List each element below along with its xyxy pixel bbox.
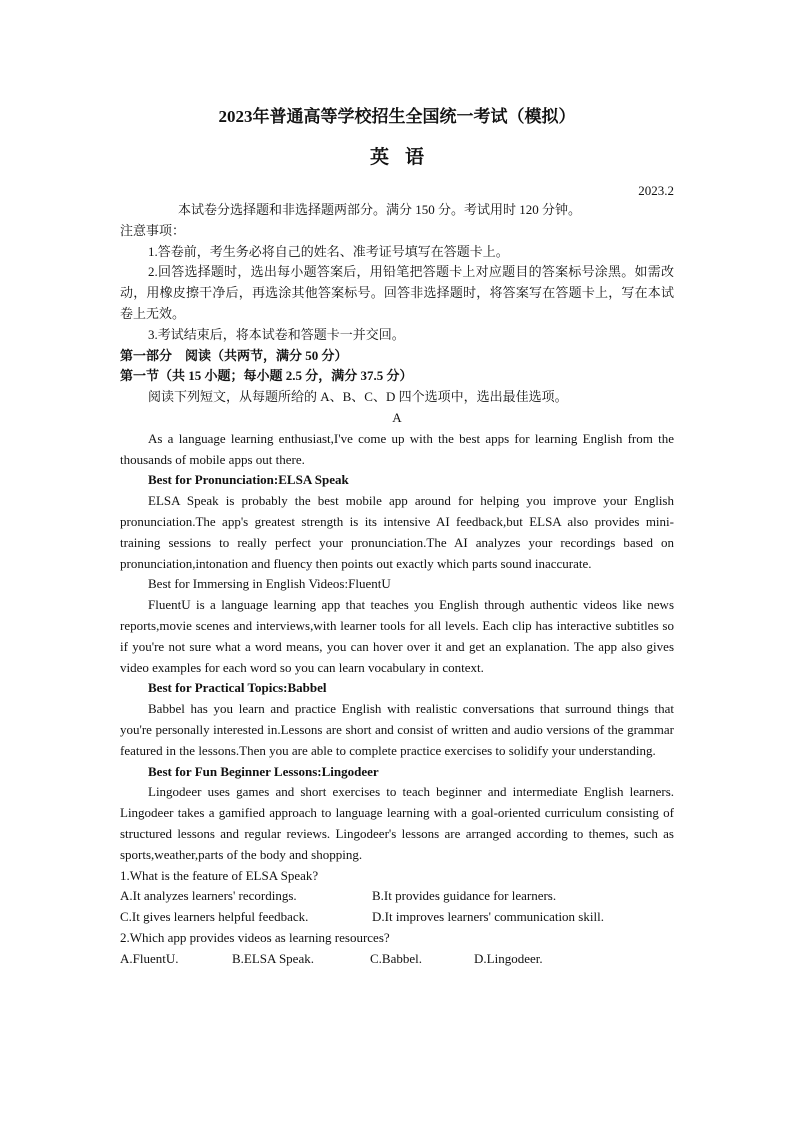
app-heading-babbel: Best for Practical Topics:Babbel bbox=[148, 680, 327, 696]
app-heading-lingodeer: Best for Fun Beginner Lessons:Lingodeer bbox=[148, 763, 379, 779]
reading-directions: 阅读下列短文，从每题所给的 A、B、C、D 四个选项中，选出最佳选项。 bbox=[148, 389, 568, 405]
question-1-option-d[interactable]: D.It improves learners' communication skill. bbox=[372, 909, 604, 925]
passage-label: A bbox=[392, 409, 402, 425]
question-1-option-c[interactable]: C.It gives learners helpful feedback. bbox=[120, 909, 309, 925]
app-paragraph-fluentu: FluentU is a language learning app that teaches you English through authentic videos like news reports,movie scenes and interviews,with learner tools for all levels. Each clip has interactive subtitles so if you're not sure what a word means, you can hover over it and get an explanation. The app also gives video examples for each word so you can learn vocabulary in context. bbox=[120, 597, 674, 675]
subject-title: 英语 bbox=[369, 147, 440, 168]
note-3: 3.考试结束后，将本试卷和答题卡一并交回。 bbox=[148, 326, 405, 342]
note-2: 2.回答选择题时，选出每小题答案后，用铅笔把答题卡上对应题目的答案标号涂黑。如需改动，用橡皮擦干净后，再选涂其他答案标号。回答非选择题时，将答案写在答题卡上，写在本试卷上无效。 bbox=[120, 264, 674, 321]
passage-intro: As a language learning enthusiast,I've come up with the best apps for learning English from the thousands of mobile apps out there. bbox=[120, 430, 674, 467]
question-1-stem: 1.What is the feature of ELSA Speak? bbox=[120, 867, 319, 883]
question-2-option-a[interactable]: A.FluentU. bbox=[120, 950, 179, 966]
exam-date: 2023.2 bbox=[638, 183, 674, 198]
app-paragraph-babbel: Babbel has you learn and practice English with realistic conversations that surround things that you're personally interested in.Lessons are short and consist of written and audio versions of the grammar featured in the lessons.Then you are able to complete practice exercises to solidify your understanding. bbox=[120, 701, 674, 758]
section-1-heading: 第一节（共 15 小题；每小题 2.5 分，满分 37.5 分） bbox=[120, 368, 413, 384]
exam-intro: 本试卷分选择题和非选择题两部分。满分 150 分。考试用时 120 分钟。 bbox=[178, 202, 582, 217]
exam-content bbox=[120, 200, 674, 969]
question-1-options-row-1 bbox=[120, 886, 674, 907]
question-2-option-b[interactable]: B.ELSA Speak. bbox=[232, 950, 314, 966]
exam-title: 2023年普通高等学校招生全国统一考试（模拟） bbox=[218, 107, 576, 126]
question-2-option-d[interactable]: D.Lingodeer. bbox=[474, 950, 543, 966]
question-2-stem: 2.Which app provides videos as learning resources? bbox=[120, 929, 390, 945]
note-1: 1.答卷前，考生务必将自己的姓名、准考证号填写在答题卡上。 bbox=[148, 243, 509, 259]
question-1-option-a[interactable]: A.It analyzes learners' recordings. bbox=[120, 888, 297, 904]
question-1-option-b[interactable]: B.It provides guidance for learners. bbox=[372, 888, 557, 904]
app-heading-fluentu: Best for Immersing in English Videos:FluentU bbox=[148, 576, 391, 592]
part-1-heading: 第一部分 阅读（共两节，满分 50 分） bbox=[120, 347, 348, 363]
question-2-options-row bbox=[120, 949, 674, 970]
app-paragraph-lingodeer: Lingodeer uses games and short exercises to teach beginner and intermediate English learners. Lingodeer takes a gamified approach to language learning with a goal-oriented curriculum consisting of structured lessons and regular reviews. Lingodeer's lessons are arranged according to themes, such as sports,weather,parts of the body and shopping. bbox=[120, 784, 674, 862]
notes-heading: 注意事项： bbox=[120, 222, 186, 238]
app-heading-elsa: Best for Pronunciation:ELSA Speak bbox=[148, 472, 349, 488]
question-1-options-row-2 bbox=[120, 907, 674, 928]
question-2-option-c[interactable]: C.Babbel. bbox=[370, 950, 422, 966]
app-paragraph-elsa: ELSA Speak is probably the best mobile app around for helping you improve your English pronunciation.The app's greatest strength is its intensive AI feedback,but ELSA also provides mini-training sessions to really perfect your pronunciation.The AI analyzes your recordings based on pronunciation,intonation and fluency then points out exactly which parts sound inaccurate. bbox=[120, 493, 674, 571]
